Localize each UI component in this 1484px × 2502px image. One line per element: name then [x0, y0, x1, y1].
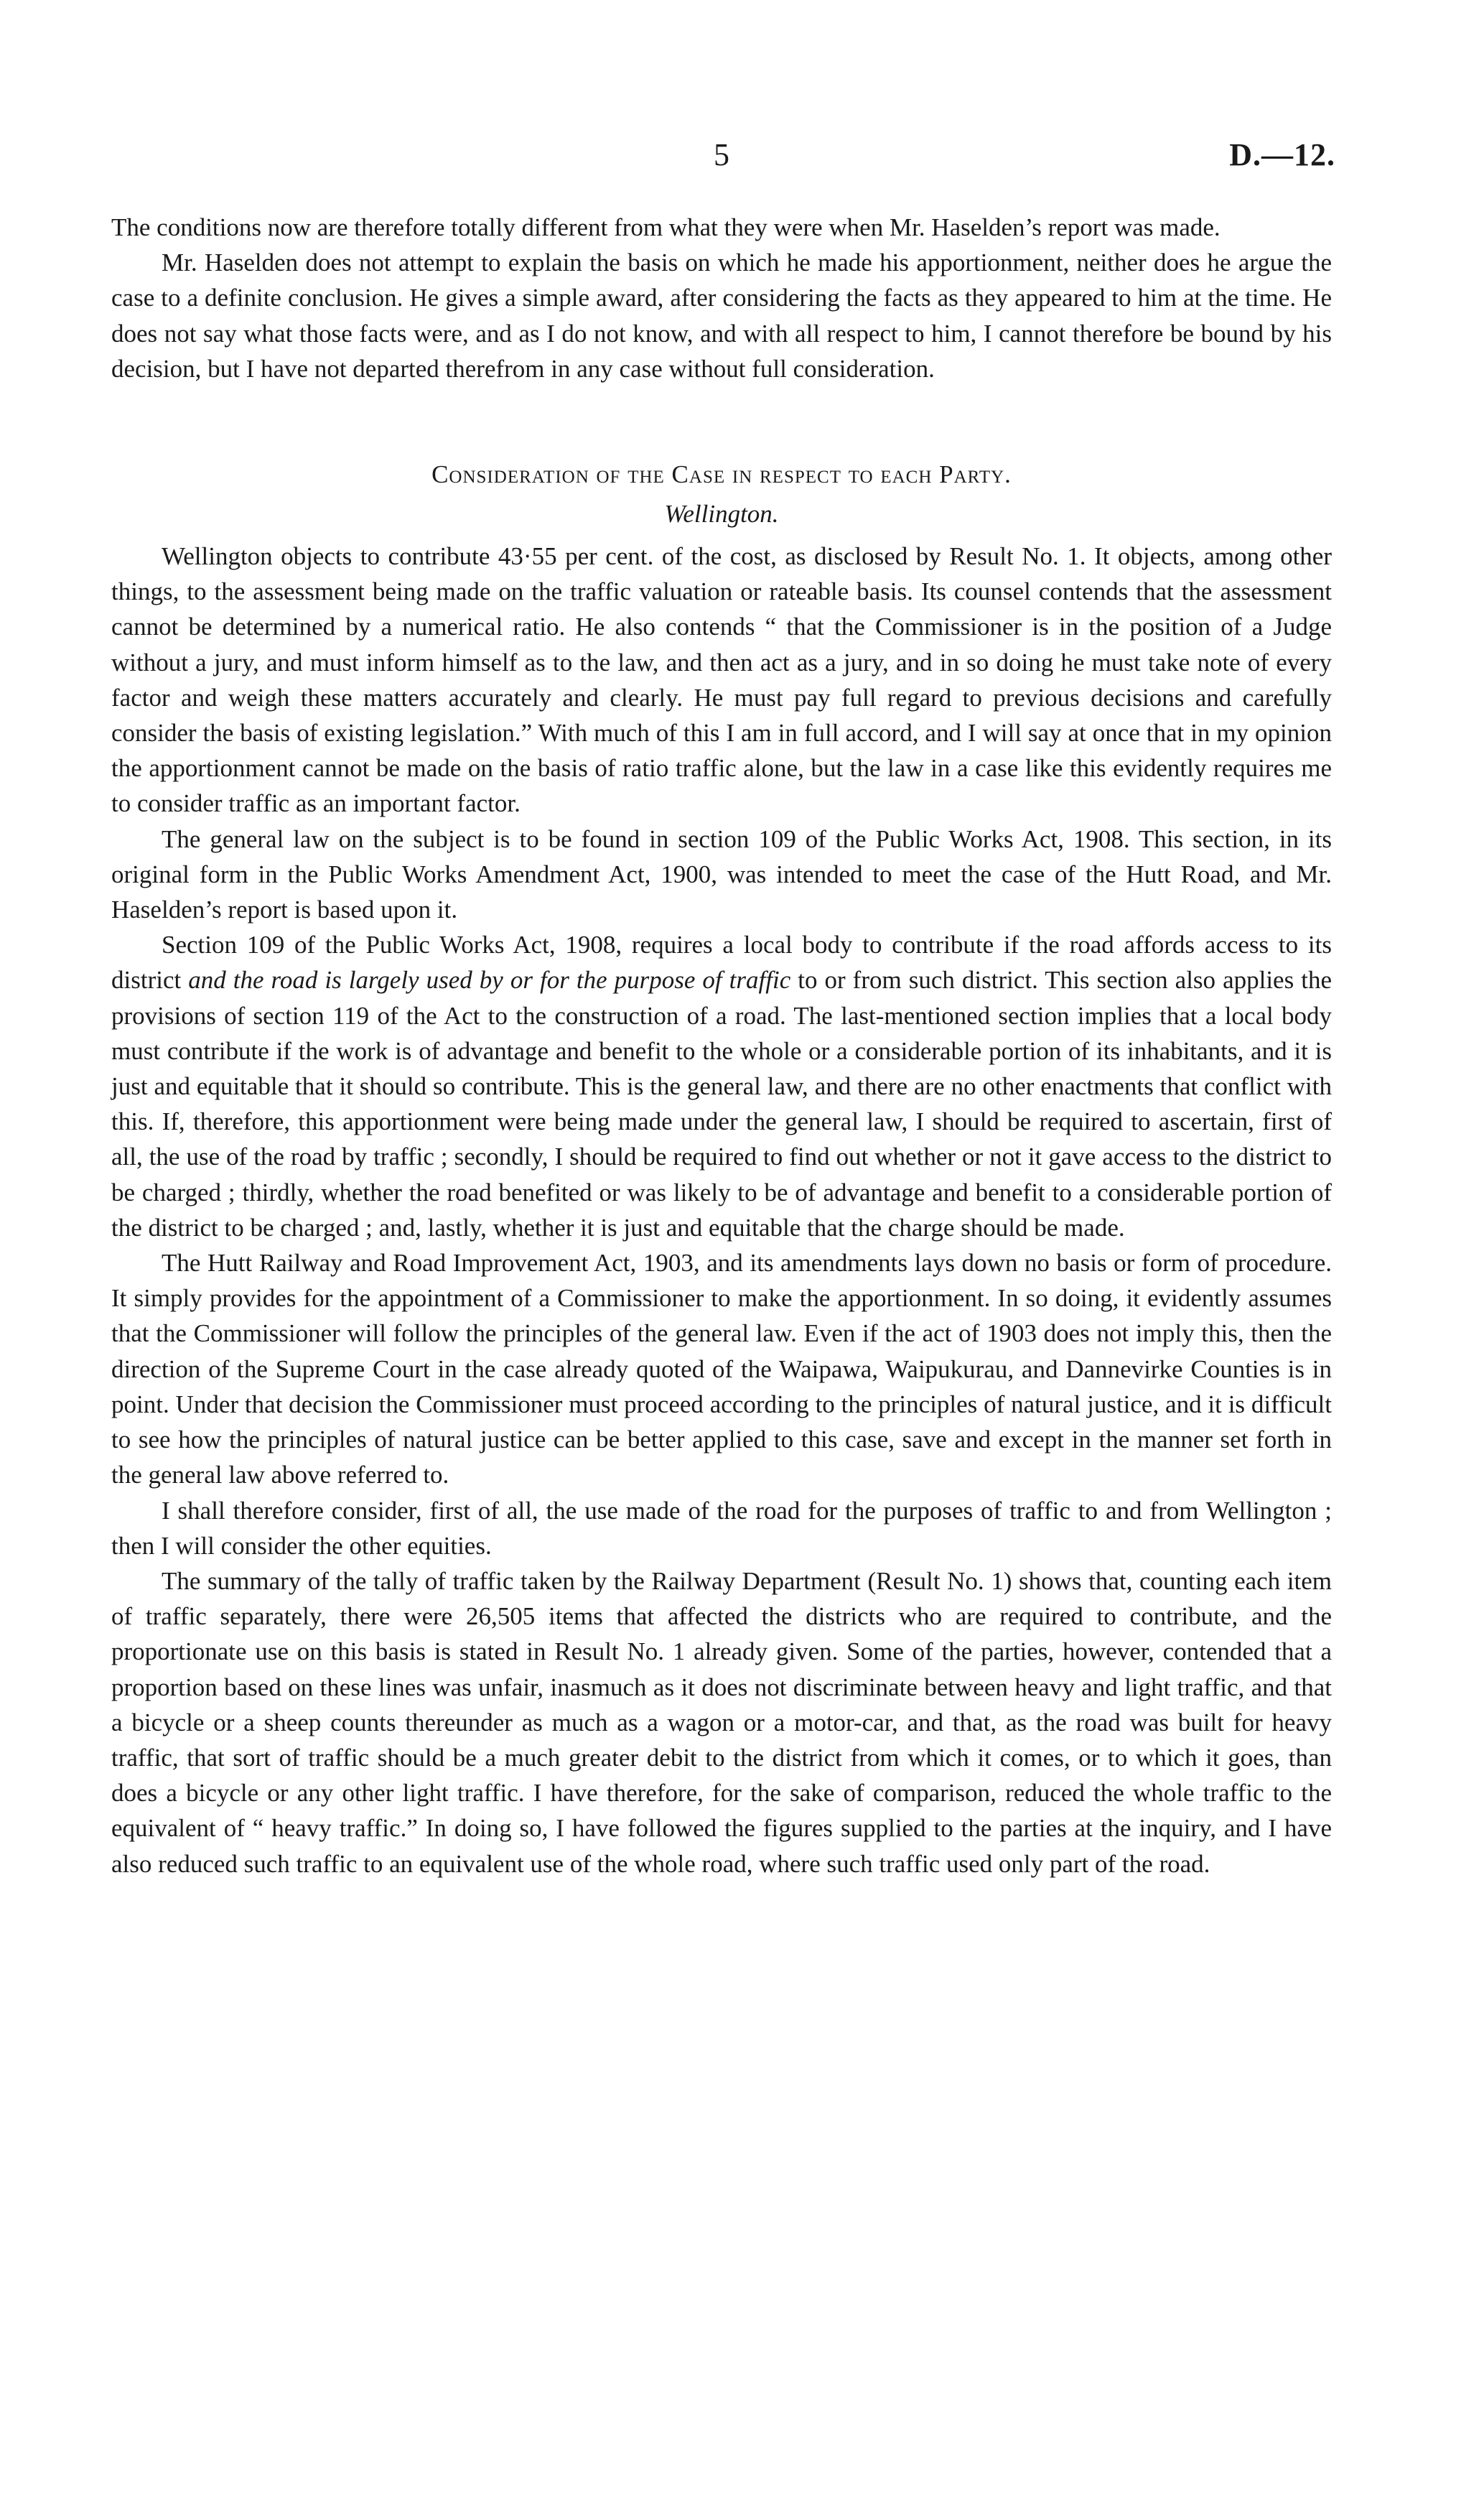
- paragraph-traffic-tally: The summary of the tally of traffic taken by the Railway Department (Result No. 1) shows that, counting each item of traffic separately, there were 26,505 items that affected the districts who are required to contribute, and the proportionate use on this basis is stated in Result No. 1 already given. Some of the parties, however, contended that a proportion based on these lines was unfair, inasmuch as it does not discriminate between heavy and light traffic, and that a bicycle or a sheep counts thereunder as much as a wagon or a motor-car, and that, as the road was built for heavy traffic, that sort of traffic should be a much greater debit to the district from which it comes, or to which it goes, than does a bicycle or any other light traffic. I have therefore, for the sake of comparison, reduced the whole traffic to the equivalent of “ heavy traffic.” In doing so, I have followed the figures supplied to the parties at the inquiry, and I have also reduced such traffic to an equivalent use of the whole road, where such traffic used only part of the road.: [111, 1566, 1332, 1878]
- paragraph-section-109-end: to or from such district. This section also applies the provisions of section 119 of the Act to the construction of a road. The last-mentioned section implies that a local body must contribute if the work is of advantage and benefit to the whole or a considerable portion of its inhabitants, and it is just and equitable that it should so contribute. This is the general law, and there are no other enactments that conflict with this. If, therefore, this apportionment were being made under the general law, I should be required to ascertain, first of all, the use of the road by traffic ; secondly, I should be required to find out whether or not it gave access to the district to be charged ; thirdly, whether the road benefited or was likely to be of advantage and benefit to a considerable portion of the district to be charged ; and, lastly, whether it is just and equitable that the charge should be made.: [111, 966, 1332, 1242]
- paragraph-conditions: The conditions now are therefore totally different from what they were when Mr. Haselden’s report was made.: [111, 213, 1221, 241]
- document-reference: D.—12.: [1229, 137, 1335, 172]
- section-subheading: Wellington.: [664, 500, 779, 529]
- paragraph-haselden: Mr. Haselden does not attempt to explain the basis on which he made his apportionment, neither does he argue the case to a definite conclusion. He gives a simple award, after considering the facts as they appeared to him at the time. He does not say what those facts were, and as I do not know, and with all respect to him, I cannot therefore be bound by his decision, but I have not departed therefrom in any case without full consideration.: [111, 248, 1332, 383]
- paragraph-general-law: The general law on the subject is to be found in section 109 of the Public Works Act, 1908. This section, in its original form in the Public Works Amendment Act, 1900, was intended to meet the case of the Hutt Road, and Mr. Haselden’s report is based upon it.: [111, 824, 1332, 924]
- paragraph-section-109-italic: and the road is largely used by or for the purpose of traffic: [188, 966, 791, 995]
- body-text: [111, 210, 1332, 1882]
- paragraph-consider-use: I shall therefore consider, first of all, the use made of the road for the purposes of traffic to and from Wellington ; then I will consider the other equities.: [111, 1496, 1332, 1560]
- paragraph-wellington-objects: Wellington objects to contribute 43·55 per cent. of the cost, as disclosed by Result No. 1. It objects, among other things, to the assessment being made on the traffic valuation or rateable basis. Its counsel contends that the assessment cannot be determined by a numerical ratio. He also contends “ that the Commissioner is in the position of a Judge without a jury, and must inform himself as to the law, and then act as a jury, and in so doing he must take note of every factor and weigh these matters accurately and clearly. He must pay full regard to previous decisions and carefully consider the basis of existing legislation.” With much of this I am in full accord, and I will say at once that in my opinion the apportionment cannot be made on the basis of ratio traffic alone, but the law in a case like this evidently requires me to consider traffic as an important factor.: [111, 542, 1332, 818]
- paragraph-section-109: [111, 927, 1332, 1245]
- page-number: 5: [714, 137, 729, 172]
- paragraph-hutt-act: The Hutt Railway and Road Improvement Act, 1903, and its amendments lays down no basis or form of procedure. It simply provides for the appointment of a Commissioner to make the apportionment. In so doing, it evidently assumes that the Commissioner will follow the principles of the general law. Even if the act of 1903 does not imply this, then the direction of the Supreme Court in the case already quoted of the Waipawa, Waipukurau, and Dannevirke Counties is in point. Under that decision the Commissioner must proceed according to the principles of natural justice, and it is difficult to see how the principles of natural justice can be better applied to this case, save and except in the manner set forth in the general law above referred to.: [111, 1249, 1332, 1489]
- page-header: [108, 136, 1335, 180]
- section-heading: Consideration of the Case in respect to each Party.: [431, 460, 1012, 489]
- paragraph-section-109-start: Section 109 of the Public Works Act, 1908, requires a local body to contribute if the road affords access to its district: [111, 931, 1332, 995]
